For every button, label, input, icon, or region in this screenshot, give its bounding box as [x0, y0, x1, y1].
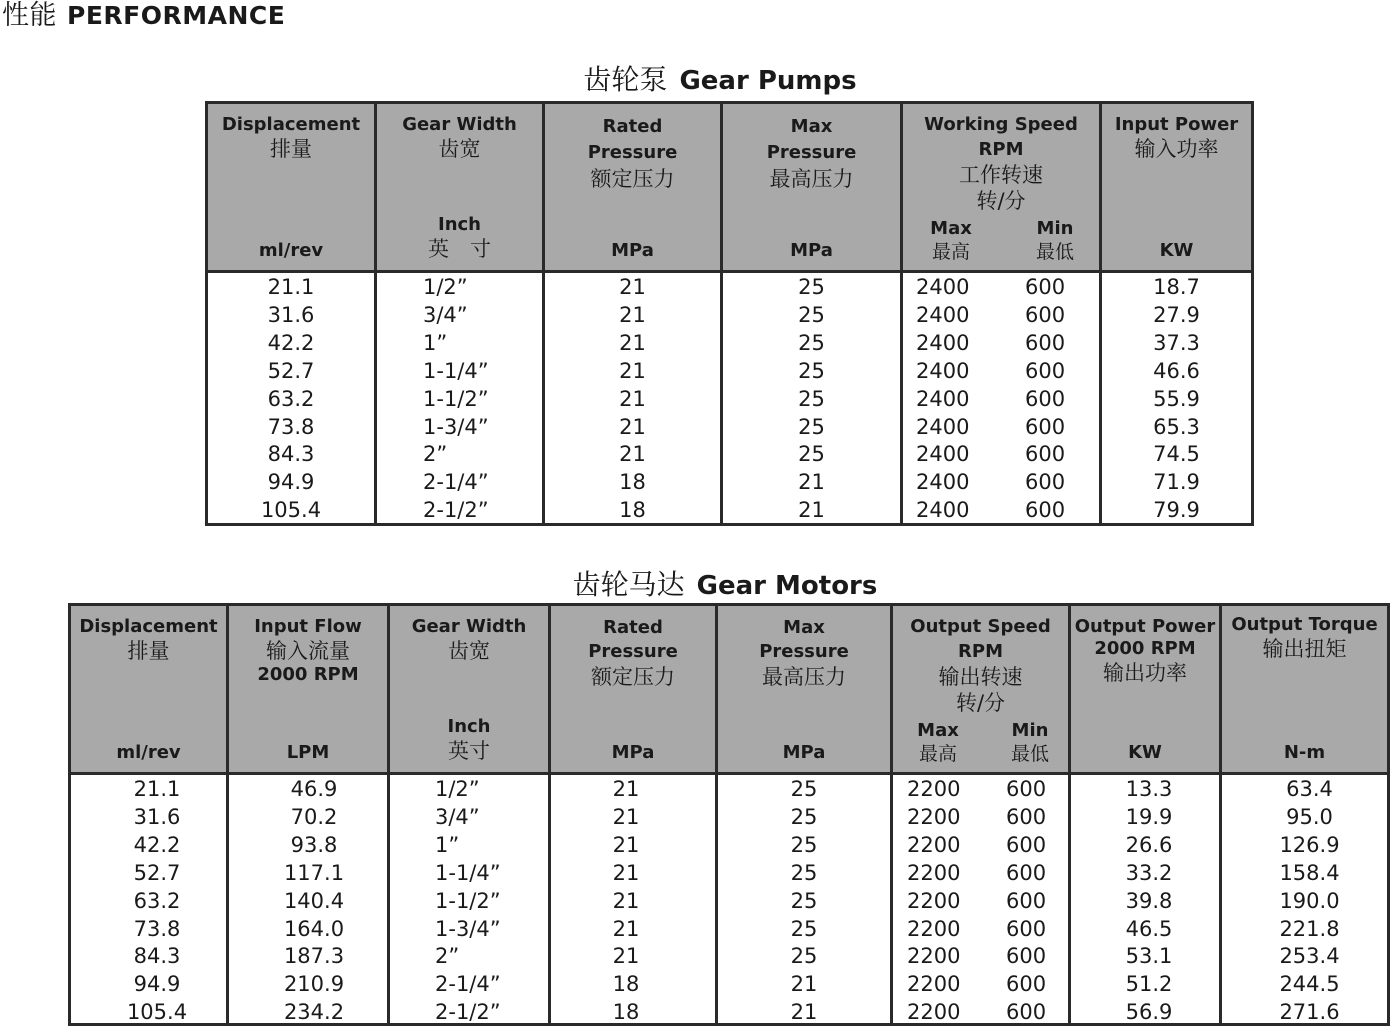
cell-input-flow: 70.2: [290, 804, 338, 829]
table-row: [208, 329, 1251, 357]
cell-input-power: 37.3: [1153, 330, 1200, 355]
table-row: [71, 859, 1387, 887]
cell-displacement: 94.9: [267, 470, 315, 495]
table-row: [208, 468, 1251, 496]
header-label: Gear Width: [411, 616, 527, 637]
header-label: Input Flow: [254, 616, 362, 637]
cell-speed-max: 2400: [916, 330, 970, 355]
table-row: [208, 357, 1251, 385]
header-label-cn: 输出转速: [938, 665, 1023, 689]
header-label-cn: 排量: [270, 137, 312, 161]
header-label-cn: 输入功率: [1134, 137, 1219, 161]
cell-speed-min: 600: [1006, 832, 1047, 857]
cell-max-pressure: 25: [798, 275, 825, 299]
table-row: [208, 440, 1251, 468]
cell-speed-min: 600: [1025, 498, 1066, 523]
pumps-col-displacement: [208, 104, 374, 270]
motors-table-header: [71, 606, 1387, 775]
cell-output-power: 33.2: [1125, 860, 1173, 885]
cell-speed-max: 2200: [907, 832, 961, 857]
cell-gear-width: 1-3/4”: [423, 414, 489, 439]
cell-output-power: 19.9: [1125, 804, 1173, 829]
cell-rated-pressure: 21: [612, 860, 640, 885]
header-label-cn: 额定压力: [590, 167, 675, 191]
cell-input-flow: 140.4: [283, 888, 345, 913]
header-unit: KW: [1128, 742, 1162, 763]
cell-speed-max: 2400: [916, 414, 970, 439]
motors-title: [545, 567, 905, 603]
table-row: [208, 385, 1251, 413]
cell-input-flow: 234.2: [283, 1000, 345, 1025]
cell-rated-pressure: 21: [619, 442, 646, 467]
header-label: Output Torque: [1231, 614, 1378, 635]
pumps-col-gear-width: [377, 104, 542, 270]
pumps-table-header: [208, 104, 1251, 273]
cell-output-torque: 244.5: [1279, 972, 1340, 997]
cell-rated-pressure: 21: [612, 916, 640, 941]
cell-gear-width: 1-1/4”: [423, 358, 489, 383]
header-unit: Inch: [438, 214, 481, 235]
header-label-cn: 齿宽: [448, 639, 490, 663]
cell-gear-width: 2-1/2”: [435, 1000, 501, 1025]
cell-displacement: 63.2: [267, 386, 315, 411]
cell-speed-min: 600: [1006, 777, 1047, 801]
cell-input-power: 46.6: [1153, 358, 1200, 383]
cell-gear-width: 2”: [435, 944, 460, 969]
motors-col-output-power: [1071, 606, 1219, 772]
header-unit: Inch: [447, 716, 491, 737]
header-label-cn: 工作转速: [959, 163, 1043, 187]
cell-displacement: 94.9: [133, 972, 181, 997]
cell-output-power: 56.9: [1125, 1000, 1173, 1025]
cell-max-pressure: 21: [790, 1000, 818, 1025]
cell-gear-width: 2-1/4”: [435, 972, 501, 997]
header-label-cn: 最高压力: [769, 167, 854, 191]
page-title-en: PERFORMANCE: [67, 1, 286, 30]
cell-gear-width: 1-3/4”: [435, 916, 501, 941]
speed-min-cn: 最低: [1010, 743, 1049, 765]
header-label-cn: 输出功率: [1103, 661, 1187, 685]
speed-max-label: [908, 720, 968, 766]
header-unit: MPa: [782, 742, 826, 763]
cell-speed-min: 600: [1025, 302, 1066, 327]
cell-input-power: 79.9: [1153, 498, 1200, 523]
cell-speed-max: 2200: [907, 860, 961, 885]
cell-speed-max: 2400: [916, 358, 970, 383]
speed-min-label: [1025, 218, 1085, 264]
header-label: Pressure: [766, 142, 857, 163]
cell-speed-min: 600: [1025, 386, 1066, 411]
cell-rated-pressure: 18: [619, 470, 646, 495]
cell-output-power: 26.6: [1125, 832, 1173, 857]
cell-gear-width: 2-1/4”: [423, 470, 489, 495]
cell-max-pressure: 21: [790, 972, 818, 997]
cell-max-pressure: 25: [790, 860, 818, 885]
cell-output-torque: 158.4: [1279, 860, 1340, 885]
pumps-table: [205, 101, 1254, 526]
cell-speed-max: 2200: [907, 944, 961, 969]
cell-rated-pressure: 18: [612, 1000, 640, 1025]
cell-gear-width: 3/4”: [435, 804, 480, 829]
header-label-cn: 齿宽: [438, 137, 481, 161]
cell-max-pressure: 25: [798, 302, 825, 327]
cell-displacement: 63.2: [133, 888, 181, 913]
header-label: RPM: [958, 641, 1003, 662]
table-row: [71, 970, 1387, 998]
cell-speed-min: 600: [1006, 804, 1047, 829]
motors-col-input-flow: [229, 606, 387, 772]
cell-rated-pressure: 21: [619, 358, 646, 383]
header-label: Displacement: [221, 114, 361, 135]
cell-output-torque: 253.4: [1279, 944, 1340, 969]
cell-output-torque: 95.0: [1286, 804, 1333, 829]
cell-displacement: 21.1: [133, 777, 181, 801]
cell-speed-max: 2400: [916, 302, 970, 327]
cell-max-pressure: 25: [790, 888, 818, 913]
cell-rated-pressure: 21: [619, 275, 646, 299]
table-row: [208, 496, 1251, 524]
cell-rated-pressure: 21: [612, 944, 640, 969]
table-row: [71, 915, 1387, 943]
cell-max-pressure: 25: [790, 916, 818, 941]
header-label: Pressure: [587, 142, 678, 163]
cell-speed-min: 600: [1006, 860, 1047, 885]
cell-rated-pressure: 21: [612, 777, 640, 801]
cell-input-flow: 210.9: [283, 972, 345, 997]
cell-output-torque: 271.6: [1279, 1000, 1340, 1025]
cell-output-torque: 190.0: [1279, 888, 1340, 913]
table-row: [71, 803, 1387, 831]
header-label: Rated: [602, 116, 663, 137]
cell-max-pressure: 21: [798, 470, 825, 495]
page-title: [2, 0, 285, 34]
cell-output-power: 13.3: [1125, 777, 1173, 801]
cell-speed-min: 600: [1006, 916, 1047, 941]
header-label-cn: 排量: [127, 639, 170, 663]
cell-max-pressure: 25: [798, 330, 825, 355]
cell-gear-width: 2-1/2”: [423, 498, 489, 523]
cell-displacement: 52.7: [267, 358, 315, 383]
pumps-col-rated-pressure: [545, 104, 720, 270]
cell-output-power: 46.5: [1125, 916, 1173, 941]
cell-output-torque: 221.8: [1279, 916, 1340, 941]
cell-speed-max: 2400: [916, 442, 970, 467]
cell-input-power: 27.9: [1153, 302, 1200, 327]
cell-max-pressure: 25: [790, 777, 818, 801]
pumps-title-cn: 齿轮泵: [583, 63, 668, 96]
header-label: Max: [783, 617, 825, 638]
cell-max-pressure: 25: [798, 414, 825, 439]
cell-speed-min: 600: [1006, 888, 1047, 913]
motors-table: [68, 603, 1390, 1026]
cell-rated-pressure: 18: [619, 498, 646, 523]
pumps-title-en: Gear Pumps: [679, 66, 857, 96]
motors-col-output-speed: [893, 606, 1068, 772]
cell-input-power: 55.9: [1153, 386, 1200, 411]
cell-gear-width: 1/2”: [435, 777, 480, 801]
cell-gear-width: 1”: [423, 330, 448, 355]
table-row: [71, 775, 1387, 803]
cell-input-flow: 93.8: [290, 832, 338, 857]
header-label-cn: 转/分: [955, 691, 1006, 715]
header-label-cn: 输出扭矩: [1262, 637, 1347, 661]
header-unit: LPM: [286, 742, 330, 763]
header-label-cn: 转/分: [976, 189, 1026, 213]
cell-displacement: 105.4: [260, 498, 322, 523]
cell-output-power: 53.1: [1125, 944, 1173, 969]
cell-output-torque: 126.9: [1279, 832, 1340, 857]
cell-speed-min: 600: [1025, 330, 1066, 355]
speed-max-en: Max: [917, 720, 959, 741]
header-label: Output Power: [1074, 616, 1216, 637]
header-unit: MPa: [611, 742, 655, 763]
speed-min-cn: 最低: [1035, 241, 1074, 263]
cell-displacement: 42.2: [267, 330, 315, 355]
cell-rated-pressure: 21: [619, 330, 646, 355]
header-label-cn: 输入流量: [266, 639, 350, 663]
cell-input-power: 74.5: [1153, 442, 1200, 467]
cell-input-power: 71.9: [1153, 470, 1200, 495]
cell-displacement: 21.1: [267, 275, 315, 299]
header-label: Input Power: [1114, 114, 1239, 135]
header-unit: N-m: [1283, 742, 1326, 763]
header-rpm: 2000 RPM: [1094, 638, 1196, 659]
speed-max-cn: 最高: [918, 743, 957, 765]
motors-col-displacement: [71, 606, 226, 772]
header-label: Working Speed: [924, 114, 1078, 135]
cell-speed-min: 600: [1006, 944, 1047, 969]
cell-speed-max: 2200: [907, 972, 961, 997]
cell-speed-max: 2400: [916, 470, 970, 495]
cell-rated-pressure: 18: [612, 972, 640, 997]
cell-speed-max: 2200: [907, 916, 961, 941]
cell-speed-max: 2200: [907, 1000, 961, 1025]
cell-displacement: 42.2: [133, 832, 181, 857]
cell-gear-width: 1-1/2”: [435, 888, 501, 913]
motors-col-max-pressure: [718, 606, 890, 772]
header-label-cn: 额定压力: [591, 665, 675, 689]
cell-speed-max: 2200: [907, 777, 961, 801]
cell-max-pressure: 25: [798, 386, 825, 411]
cell-displacement: 84.3: [133, 944, 181, 969]
speed-max-cn: 最高: [931, 241, 970, 263]
cell-gear-width: 1-1/2”: [423, 386, 489, 411]
header-label: Gear Width: [402, 114, 517, 135]
cell-speed-min: 600: [1025, 275, 1066, 299]
cell-displacement: 52.7: [133, 860, 181, 885]
speed-max-en: Max: [930, 218, 972, 239]
cell-speed-min: 600: [1006, 1000, 1047, 1025]
motors-title-en: Gear Motors: [696, 571, 878, 601]
cell-rated-pressure: 21: [619, 386, 646, 411]
cell-max-pressure: 21: [798, 498, 825, 523]
header-label: Output Speed: [910, 616, 1051, 637]
header-label: Max: [790, 116, 833, 137]
cell-displacement: 31.6: [133, 804, 181, 829]
cell-speed-min: 600: [1025, 358, 1066, 383]
cell-displacement: 73.8: [133, 916, 181, 941]
cell-speed-max: 2400: [916, 275, 970, 299]
cell-rated-pressure: 21: [619, 414, 646, 439]
cell-output-power: 39.8: [1125, 888, 1173, 913]
cell-speed-min: 600: [1025, 442, 1066, 467]
cell-gear-width: 3/4”: [423, 302, 468, 327]
header-unit: ml/rev: [258, 240, 324, 261]
header-label: Pressure: [588, 641, 678, 662]
pumps-title: [560, 62, 880, 98]
cell-speed-min: 600: [1025, 414, 1066, 439]
cell-max-pressure: 25: [790, 944, 818, 969]
cell-speed-min: 600: [1006, 972, 1047, 997]
motors-col-rated-pressure: [551, 606, 715, 772]
speed-min-en: Min: [1036, 218, 1074, 239]
cell-max-pressure: 25: [790, 804, 818, 829]
motors-title-cn: 齿轮马达: [572, 568, 685, 601]
header-label: Displacement: [79, 616, 218, 637]
header-label: Rated: [603, 617, 663, 638]
pumps-col-input-power: [1102, 104, 1251, 270]
cell-displacement: 73.8: [267, 414, 315, 439]
header-label-cn: 最高压力: [762, 665, 846, 689]
table-row: [71, 942, 1387, 970]
header-unit-cn: 英寸: [448, 739, 490, 763]
speed-min-en: Min: [1011, 720, 1049, 741]
cell-input-flow: 187.3: [283, 944, 345, 969]
table-row: [71, 998, 1387, 1026]
cell-displacement: 31.6: [267, 302, 315, 327]
cell-output-torque: 63.4: [1286, 777, 1333, 801]
header-unit: MPa: [611, 240, 654, 261]
cell-max-pressure: 25: [790, 832, 818, 857]
header-unit: MPa: [790, 240, 833, 261]
cell-input-power: 18.7: [1153, 275, 1200, 299]
table-row: [208, 273, 1251, 301]
cell-displacement: 84.3: [267, 442, 315, 467]
cell-gear-width: 2”: [423, 442, 448, 467]
header-label: Pressure: [759, 641, 849, 662]
cell-rated-pressure: 21: [619, 302, 646, 327]
page-title-cn: 性能: [2, 0, 57, 31]
cell-speed-max: 2200: [907, 888, 961, 913]
cell-rated-pressure: 21: [612, 888, 640, 913]
cell-input-flow: 117.1: [283, 860, 345, 885]
header-label: RPM: [978, 139, 1024, 160]
cell-output-power: 51.2: [1125, 972, 1173, 997]
cell-input-flow: 164.0: [283, 916, 345, 941]
cell-rated-pressure: 21: [612, 804, 640, 829]
header-unit-cn: 英 寸: [428, 237, 491, 261]
cell-gear-width: 1/2”: [423, 275, 468, 299]
motors-col-output-torque: [1222, 606, 1387, 772]
cell-speed-min: 600: [1025, 470, 1066, 495]
table-row: [208, 413, 1251, 441]
cell-gear-width: 1”: [435, 832, 460, 857]
speed-max-label: [921, 218, 981, 264]
pumps-col-max-pressure: [723, 104, 900, 270]
cell-speed-max: 2200: [907, 804, 961, 829]
header-unit: ml/rev: [116, 742, 181, 763]
cell-input-flow: 46.9: [290, 777, 338, 801]
header-rpm: 2000 RPM: [257, 664, 359, 685]
motors-col-gear-width: [390, 606, 548, 772]
table-row: [71, 831, 1387, 859]
cell-input-power: 65.3: [1153, 414, 1200, 439]
cell-speed-max: 2400: [916, 498, 970, 523]
cell-speed-max: 2400: [916, 386, 970, 411]
cell-gear-width: 1-1/4”: [435, 860, 501, 885]
cell-rated-pressure: 21: [612, 832, 640, 857]
cell-max-pressure: 25: [798, 358, 825, 383]
header-unit: KW: [1159, 240, 1194, 261]
cell-displacement: 105.4: [126, 1000, 188, 1025]
table-row: [208, 301, 1251, 329]
speed-min-label: [1000, 720, 1060, 766]
pumps-col-working-speed: [903, 104, 1099, 270]
cell-max-pressure: 25: [798, 442, 825, 467]
table-row: [71, 887, 1387, 915]
